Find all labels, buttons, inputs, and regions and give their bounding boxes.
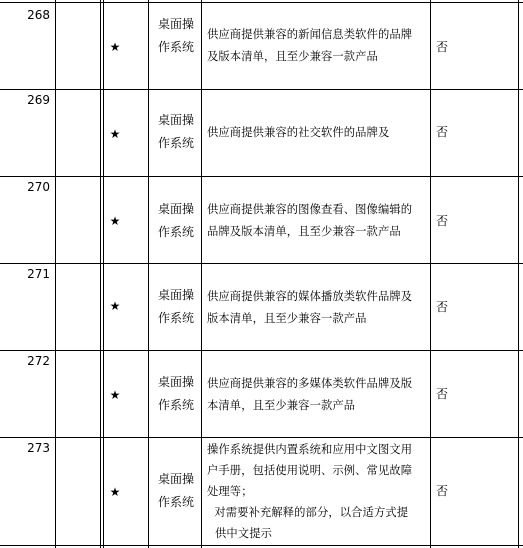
table-row xyxy=(0,2,523,89)
system-cell: 桌面操 作系统 xyxy=(157,17,194,54)
requirement-cell: 供应商提供兼容的媒体播放类软件品牌及 版本清单，且至少兼容一款产品 xyxy=(207,290,413,325)
star-mark: ★ xyxy=(109,299,121,313)
system-cell: 桌面操 作系统 xyxy=(157,375,194,412)
system-cell: 桌面操 作系统 xyxy=(157,113,194,150)
table-row xyxy=(0,263,523,350)
row-number: 272 xyxy=(27,354,50,368)
requirement-cell: 供应商提供兼容的多媒体类软件品牌及版 本清单，且至少兼容一款产品 xyxy=(207,377,413,412)
system-cell: 桌面操 作系统 xyxy=(157,288,194,325)
requirement-cell: 供应商提供兼容的图像查看、图像编辑的 品牌及版本清单，且至少兼容一款产品 xyxy=(207,203,413,238)
row-number: 273 xyxy=(27,441,50,455)
answer-cell: 否 xyxy=(436,484,449,498)
star-mark: ★ xyxy=(109,485,121,499)
system-cell: 桌面操 作系统 xyxy=(157,202,194,239)
row-number: 271 xyxy=(27,267,50,281)
answer-cell: 否 xyxy=(436,387,449,401)
requirement-cell: 供应商提供兼容的社交软件的品牌及 xyxy=(207,126,390,139)
star-mark: ★ xyxy=(109,127,121,141)
answer-cell: 否 xyxy=(436,125,449,139)
row-number: 268 xyxy=(27,8,50,22)
table-row xyxy=(0,176,523,263)
star-mark: ★ xyxy=(109,40,121,54)
answer-cell: 否 xyxy=(436,214,449,228)
table-row xyxy=(0,89,523,176)
system-cell: 桌面操 作系统 xyxy=(157,472,194,509)
table-row xyxy=(0,437,523,545)
row-number: 270 xyxy=(27,180,50,194)
answer-cell: 否 xyxy=(436,40,449,54)
requirement-cell: 供应商提供兼容的新闻信息类软件的品牌 及版本清单，且至少兼容一款产品 xyxy=(207,28,413,63)
row-number: 269 xyxy=(27,93,50,107)
answer-cell: 否 xyxy=(436,300,449,314)
requirement-cell: 操作系统提供内置系统和应用中文图文用 户手册，包括使用说明、示例、常见故障 处理等； 对需要补充解释的部分，以合适方式提 供中文提示 xyxy=(207,443,413,540)
row-divider xyxy=(0,545,523,546)
star-mark: ★ xyxy=(109,388,121,402)
table-row xyxy=(0,350,523,437)
star-mark: ★ xyxy=(109,214,121,228)
